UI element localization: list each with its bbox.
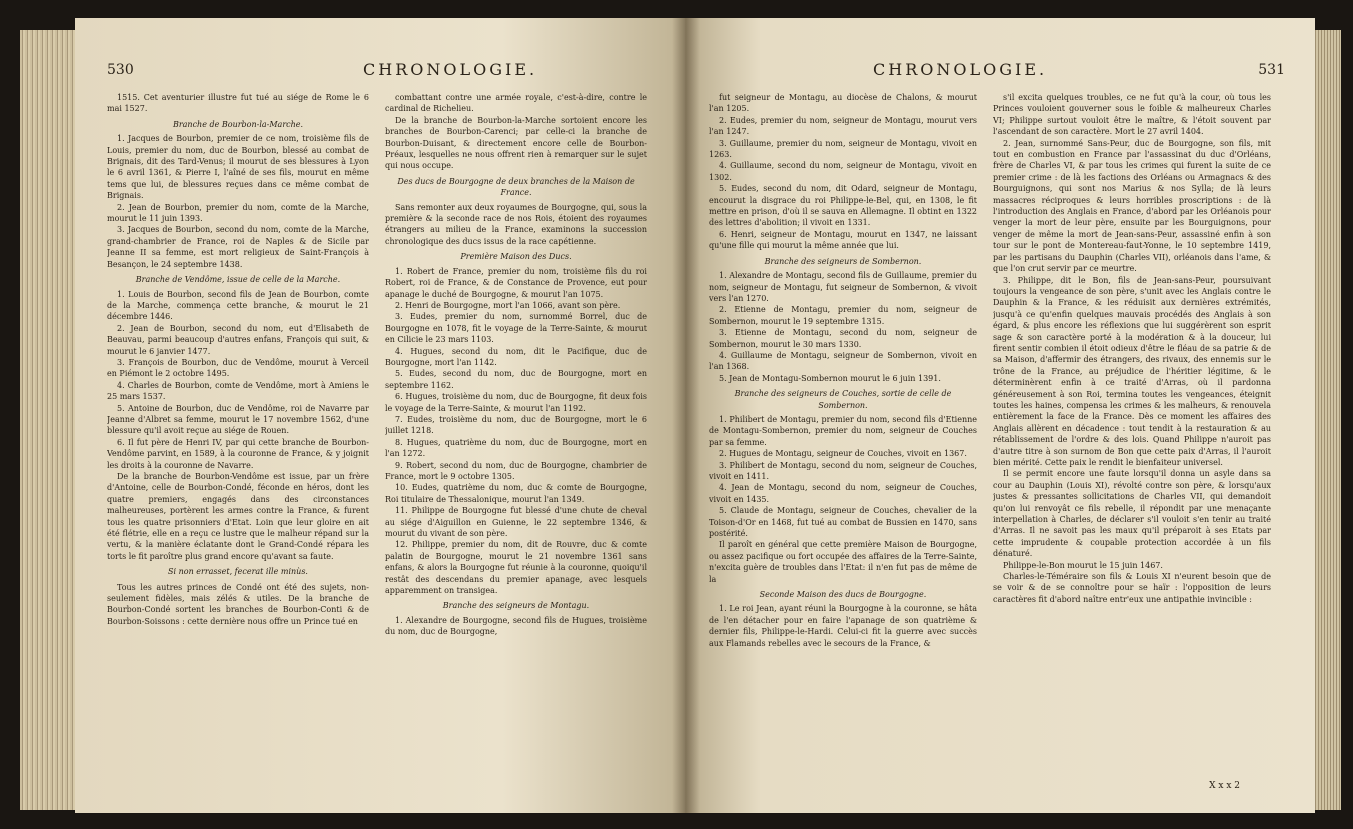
paragraph: 3. Etienne de Montagu, second du nom, seigneur de Sombernon, mourut le 30 mars 1330.: [709, 328, 977, 349]
section-heading: Première Maison des Ducs.: [460, 252, 572, 262]
paragraph: 3. Philippe, dit le Bon, fils de Jean-sans-Peur, poursuivant toujours la vengeance de son père, s'unit avec les Anglais contre le Dauphin & la France, & les réduisit aux dernières extrémités, jusqu'à ce qu'enfin quelques mauvais procédés des Anglais à son égard, & plus encore les réflexions que lui suggérèrent son esprit sage & son caractère porté à la modération & à la douceur, lui firent sentir combien il étoit odieux d'être le fléau de sa patrie & de sa Maison, d'affermir des étrangers, des rivaux, des ennemis sur le trône de la France, au préjudice de l'héritier légitime, & le déterminèrent enfin à ce traité d'Arras, où il pardonna généreusement à son Roi, termina toutes les vengeances, éteignit toutes les haines, compensa les crimes & les malheurs, & renouvela entièrement la face de la France. Dès ce moment les affaires des Anglais allèrent en décadence : tout tendit à la restauration & au rétablissement de l'ordre & des lois. Quand Philippe n'auroit pas d'autre titre à son surnom de Bon que cette paix d'Arras, il l'auroit bien mérité. Cette paix le rendit le bienfaiteur universel.: [993, 275, 1271, 467]
paragraph: 1515. Cet aventurier illustre fut tué au siége de Rome le 6 mai 1527.: [107, 93, 369, 114]
paragraph: 7. Eudes, troisième du nom, duc de Bourgogne, mort le 6 juillet 1218.: [385, 414, 647, 436]
paragraph: 1. Jacques de Bourbon, premier de ce nom, troisième fils de Louis, premier du nom, duc de Bourbon, blessé au combat de Brignais, dit des Tard-Venus; il mourut de ses blessures à Lyon le 6 avril 1361, & Pierre I, l'aîné de ses fils, mourut en même tems que lui, de blessures reçues dans ce même combat de Brignais.: [107, 134, 369, 201]
paragraph: combattant contre une armée royale, c'est-à-dire, contre le cardinal de Richelieu.: [385, 93, 647, 114]
right-page: [685, 18, 1315, 813]
paragraph: 10. Eudes, quatrième du nom, duc & comte de Bourgogne, Roi titulaire de Thessalonique, mourut l'an 1349.: [385, 483, 647, 504]
paragraph: 2. Jean, surnommé Sans-Peur, duc de Bourgogne, son fils, mit tout en combustion en France par l'assassinat du duc d'Orléans, frère de Charles VI, & par tous les crimes qui furent la suite de ce premier crime : de là les factions des Orléans ou Armagnacs & des Bourguignons, qui sont nos Marius & nos Sylla; de là leurs massacres réciproques & leurs horribles proscriptions : de là l'introduction des Anglais en France, d'abord par les Orléanois pour venger la mort de leur père, ensuite par les Bourguignons, pour venger de même la mort de Jean-sans-Peur, assassiné enfin à son tour sur le pont de Montereau-faut-Yonne, le 10 septembre 1419, par les partisans du Dauphin (Charles VII), orléanois dans l'ame, & que l'on crut servir par ce meurtre.: [993, 138, 1271, 274]
paragraph: 3. Jacques de Bourbon, second du nom, comte de la Marche, grand-chambrier de France, roi de Naples & de Sicile par Jeanne II sa femme, est mort religieux de Saint-François à Besançon, le 24 septembre 1438.: [107, 225, 369, 269]
paragraph: 1. Robert de France, premier du nom, troisième fils du roi Robert, roi de France, & de Constance de Provence, eut pour apanage le duché de Bourgogne, & mourut l'an 1075.: [385, 266, 647, 299]
section-heading: Branche des seigneurs de Montagu.: [442, 601, 590, 611]
paragraph: 2. Jean de Bourbon, second du nom, eut d'Elisabeth de Beauvau, parmi beaucoup d'autres enfans, François qui suit, & mourut le 6 janvier 1477.: [107, 323, 369, 356]
paragraph: Sans remonter aux deux royaumes de Bourgogne, qui, sous la première & la seconde race de nos Rois, étoient des royaumes étrangers au milieu de la France, examinons la succession chronologique des ducs issus de la race capétienne.: [385, 202, 647, 246]
left-column-2: [385, 92, 647, 792]
paragraph: Il paroît en général que cette première Maison de Bourgogne, ou assez pacifique ou fort occupée des affaires de la Terre-Sainte, n'excita guère de troubles dans l'Etat: il n'en fut pas de même de la: [709, 540, 977, 584]
paragraph: Tous les autres princes de Condé ont été des sujets, non-seulement fidèles, mais zélés & utiles. De la branche de Bourbon-Condé sortent les branches de Bourbon-Conti & de Bourbon-Soissons : cette dernière nous offre un Prince tué en: [107, 582, 369, 626]
right-column-1: [709, 92, 977, 792]
paragraph: 5. Claude de Montagu, seigneur de Couches, chevalier de la Toison-d'Or en 1468, fut tué au combat de Bussien en 1470, sans postérité.: [709, 506, 977, 539]
paragraph: De la branche de Bourbon-Vendôme est issue, par un frère d'Antoine, celle de Bourbon-Condé, féconde en héros, dont les quatre premiers, engagés dans des circonstances malheureuses, portèrent les armes contre la France, & furent tous les quatre prisonniers d'Etat. Loin que leur gloire en ait été flétrie, elle en a reçu ce lustre que le malheur répand sur la vertu, & la manière éclatante dont le Grand-Condé répara les torts le fit paroître plus grand encore qu'avant sa faute.: [107, 472, 369, 561]
left-running-head: CHRONOLOGIE.: [363, 60, 538, 79]
left-column-1: [107, 92, 369, 792]
paragraph: Il se permit encore une faute lorsqu'il donna un asyle dans sa cour au Dauphin (Louis XI), révolté contre son père, & lorsqu'aux justes & pressantes sollicitations de Charles VII, qui demandoit qu'on lui renvoyât ce fils rebelle, il répondit par une menaçante interpellation à Charles, de déclarer s'il vouloit s'en tenir au traité d'Arras. Il ne savoit pas les maux qu'il préparoit à ses Etats par cette imprudente & coupable protection accordée à un fils dénaturé.: [993, 469, 1271, 559]
book-gutter: [672, 18, 700, 813]
left-page: [75, 18, 685, 813]
paragraph: 2. Eudes, premier du nom, seigneur de Montagu, mourut vers l'an 1247.: [709, 115, 977, 137]
paragraph: 2. Henri de Bourgogne, mort l'an 1066, avant son père.: [395, 300, 621, 310]
paragraph: 9. Robert, second du nom, duc de Bourgogne, chambrier de France, mort le 9 octobre 1305.: [385, 460, 647, 481]
paragraph: 5. Jean de Montagu-Sombernon mourut le 6 juin 1391.: [719, 373, 941, 383]
section-heading: Branche de Vendôme, issue de celle de la Marche.: [135, 275, 341, 285]
paragraph: 6. Henri, seigneur de Montagu, mourut en 1347, ne laissant qu'une fille qui mourut la même année que lui.: [709, 229, 977, 251]
paragraph: 6. Hugues, troisième du nom, duc de Bourgogne, fit deux fois le voyage de la Terre-Sainte, & mourut l'an 1192.: [385, 392, 647, 413]
section-heading: Branche des seigneurs de Sombernon.: [764, 256, 922, 266]
paragraph: 2. Jean de Bourbon, premier du nom, comte de la Marche, mourut le 11 juin 1393.: [107, 202, 369, 224]
left-page-number: 530: [107, 62, 134, 78]
paragraph: 12. Philippe, premier du nom, dit de Rouvre, duc & comte palatin de Bourgogne, mourut le 21 novembre 1361 sans enfans, & alors la Bourgogne fut réunie à la couronne, quoiqu'il restât des descendans du premier apanage, avec lesquels apparemment on transigea.: [385, 540, 647, 596]
paragraph: Charles-le-Téméraire son fils & Louis XI n'eurent besoin que de se voir & de se connoître pour se haïr : l'opposition de leurs caractères fit d'abord naître entr'eux une antipathie invincible :: [993, 572, 1271, 604]
section-heading: Seconde Maison des ducs de Bourgogne.: [759, 590, 927, 600]
paragraph: 6. Il fut père de Henri IV, par qui cette branche de Bourbon-Vendôme parvint, en 1589, à la couronne de France, & y joignit les droits à la couronne de Navarre.: [107, 437, 369, 470]
right-page-edges: [1313, 30, 1341, 810]
right-column-2: [993, 92, 1271, 792]
paragraph: 2. Etienne de Montagu, premier du nom, seigneur de Sombernon, mourut le 19 septembre 1315.: [709, 305, 977, 326]
section-heading: Branche de Bourbon-la-Marche.: [172, 119, 304, 129]
quotation: Si non errasset, fecerat ille minùs.: [168, 567, 308, 577]
paragraph: s'il excita quelques troubles, ce ne fut qu'à la cour, où tous les Princes vouloient gouverner sous le foible & malheureux Charles VI; Philippe surtout vouloit être le maître, & l'étoit souvent par l'ascendant de son caractère. Mort le 27 avril 1404.: [993, 93, 1271, 137]
paragraph: 1. Louis de Bourbon, second fils de Jean de Bourbon, comte de la Marche, commença cette branche, & mourut le 21 décembre 1446.: [107, 289, 369, 322]
paragraph: 3. Guillaume, premier du nom, seigneur de Montagu, vivoit en 1263.: [709, 138, 977, 160]
paragraph: Philippe-le-Bon mourut le 15 juin 1467.: [1003, 560, 1163, 570]
paragraph: 11. Philippe de Bourgogne fut blessé d'une chute de cheval au siége d'Aiguillon en Guienne, le 22 septembre 1346, & mourut du vivant de son père.: [385, 506, 647, 539]
section-heading: Des ducs de Bourgogne de deux branches de la Maison de France.: [397, 176, 635, 198]
paragraph: 5. Eudes, second du nom, duc de Bourgogne, mort en septembre 1162.: [385, 369, 647, 390]
paragraph: 3. Eudes, premier du nom, surnommé Borrel, duc de Bourgogne en 1078, fit le voyage de la Terre-Sainte, & mourut en Cilicie le 23 mars 1103.: [385, 312, 647, 345]
paragraph: 4. Guillaume, second du nom, seigneur de Montagu, vivoit en 1302.: [709, 161, 977, 182]
paragraph: 4. Jean de Montagu, second du nom, seigneur de Couches, vivoit en 1435.: [709, 483, 977, 504]
paragraph: fut seigneur de Montagu, au diocèse de Chalons, & mourut l'an 1205.: [709, 93, 977, 114]
right-page-number: 531: [1258, 62, 1285, 78]
paragraph: 3. François de Bourbon, duc de Vendôme, mourut à Verceil en Piémont le 2 octobre 1495.: [107, 357, 369, 379]
paragraph: 1. Alexandre de Montagu, second fils de Guillaume, premier du nom, seigneur de Montagu, fut seigneur de Sombernon, & vivoit vers l'an 1270.: [709, 271, 977, 303]
paragraph: 2. Hugues de Montagu, seigneur de Couches, vivoit en 1367.: [719, 449, 967, 459]
paragraph: 1. Philibert de Montagu, premier du nom, second fils d'Etienne de Montagu-Sombernon, premier du nom, seigneur de Couches par sa femme.: [709, 414, 977, 447]
paragraph: 8. Hugues, quatrième du nom, duc de Bourgogne, mort en l'an 1272.: [385, 437, 647, 459]
paragraph: 1. Alexandre de Bourgogne, second fils de Hugues, troisième du nom, duc de Bourgogne,: [385, 615, 647, 637]
paragraph: 3. Philibert de Montagu, second du nom, seigneur de Couches, vivoit en 1411.: [709, 460, 977, 481]
paragraph: 4. Hugues, second du nom, dit le Pacifique, duc de Bourgogne, mort l'an 1142.: [385, 346, 647, 367]
paragraph: 4. Guillaume de Montagu, seigneur de Sombernon, vivoit en l'an 1368.: [709, 350, 977, 372]
signature-mark: X x x 2: [1209, 781, 1240, 791]
section-heading: Branche des seigneurs de Couches, sortie de celle de Sombernon.: [734, 389, 952, 410]
paragraph: 1. Le roi Jean, ayant réuni la Bourgogne à la couronne, se hâta de l'en détacher pour en faire l'apanage de son quatrième & dernier fils, Philippe-le-Hardi. Celui-ci fit la guerre avec succès aux Flamands rebelles avec le secours de la France, &: [709, 604, 977, 648]
paragraph: 5. Eudes, second du nom, dit Odard, seigneur de Montagu, encourut la disgrace du roi Philippe-le-Bel, qui, en 1308, le fit mettre en prison, d'où il se sauva en Allemagne. Il obtint en 1322 des lettres d'abolition; il vivoit en 1331.: [709, 184, 977, 228]
paragraph: De la branche de Bourbon-la-Marche sortoient encore les branches de Bourbon-Carenci; par celle-ci la branche de Bourbon-Duisant, & directement encore celle de Bourbon-Préaux, lesquelles ne nous offrent rien à remarquer sur le sujet qui nous occupe.: [385, 115, 647, 171]
paragraph: 5. Antoine de Bourbon, duc de Vendôme, roi de Navarre par Jeanne d'Albret sa femme, mourut le 17 novembre 1562, d'une blessure qu'il avoit reçue au siége de Rouen.: [107, 403, 369, 436]
right-running-head: CHRONOLOGIE.: [873, 60, 1048, 79]
paragraph: 4. Charles de Bourbon, comte de Vendôme, mort à Amiens le 25 mars 1537.: [107, 380, 369, 402]
